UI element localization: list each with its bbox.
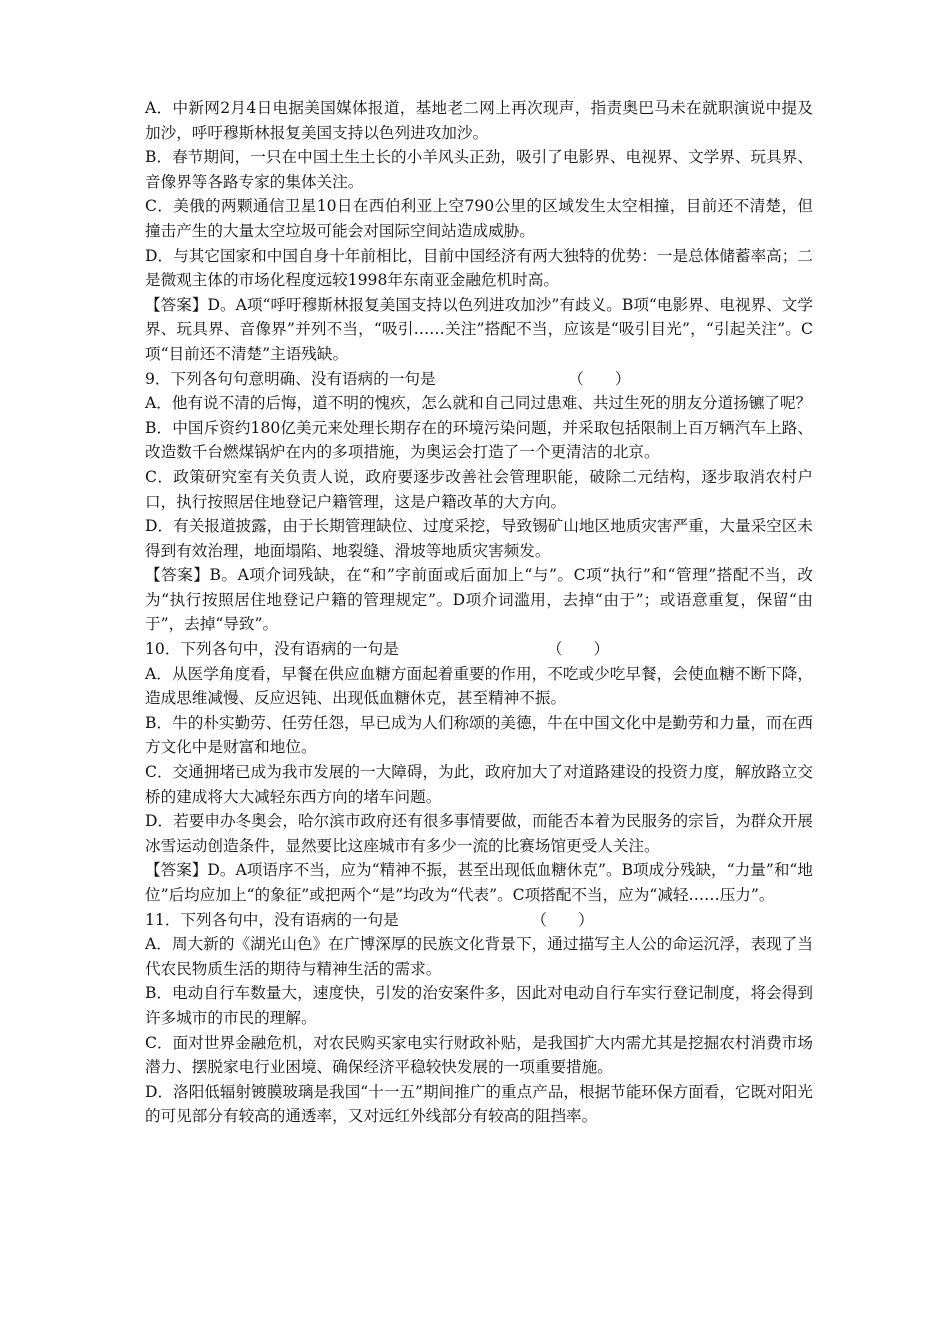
answer-q10: 【答案】D。A项语序不当，应为“精神不振，甚至出现低血糖休克”。B项成分残缺，“力量”和“地位”后均应加上“的象征”或把两个“是”均改为“代表”。C项搭配不当，应为“减轻……压力”。 bbox=[145, 861, 813, 904]
option-d-q9: D．有关报道披露，由于长期管理缺位、过度采挖，导致锡矿山地区地质灾害严重，大量采空区未得到有效治理，地面塌陷、地裂缝、滑坡等地质灾害频发。 bbox=[145, 517, 813, 560]
option-b-q10: B．牛的朴实勤劳、任劳任怨，早已成为人们称颂的美德，牛在中国文化中是勤劳和力量，而在西方文化中是财富和地位。 bbox=[145, 713, 813, 757]
question-11: 11．下列各句中，没有语病的一句是 （ ） bbox=[145, 910, 594, 929]
question-10: 10．下列各句中，没有语病的一句是 （ ） bbox=[145, 640, 610, 659]
option-a-q9: A．他有说不清的后悔，道不明的愧疚，怎么就和自己同过患难、共过生死的朋友分道扬镳了呢？ bbox=[145, 394, 812, 413]
option-b-q9: B．中国斥资约180亿美元来处理长期存在的环境污染问题，并采取包括限制上百万辆汽车上路、改造数千台燃煤锅炉在内的多项措施，为奥运会打造了一个更清洁的北京。 bbox=[145, 418, 813, 462]
option-d-q10: D．若要申办冬奥会，哈尔滨市政府还有很多事情要做，而能否本着为民服务的宗旨，为群众开展冰雪运动创造条件，显然要比这座城市有多少一流的比赛场馆更受人关注。 bbox=[145, 812, 813, 855]
option-d-q8: D．与其它国家和中国自身十年前相比，目前中国经济有两大独特的优势：一是总体储蓄率高；二是微观主体的市场化程度远较1998年东南亚金融危机时高。 bbox=[145, 246, 813, 290]
answer-q8: 【答案】D。A项“呼吁穆斯林报复美国支持以色列进攻加沙”有歧义。B项“电影界、电视界、文学界、玩具界、音像界”并列不当，“吸引……关注”搭配不当，应该是“吸引目光”，“引起关注”。C项“目前还不清楚”主语残缺。 bbox=[145, 295, 813, 363]
option-c-q8: C．美俄的两颗通信卫星10日在西伯利亚上空790公里的区域发生太空相撞，目前还不清楚，但撞击产生的大量太空垃圾可能会对国际空间站造成威胁。 bbox=[145, 197, 813, 240]
option-b-q8: B．春节期间，一只在中国土生土长的小羊风头正劲，吸引了电影界、电视界、文学界、玩具界、音像界等各路专家的集体关注。 bbox=[145, 148, 813, 191]
option-b-q11: B．电动自行车数量大，速度快，引发的治安案件多，因此对电动自行车实行登记制度，将会得到许多城市的市民的理解。 bbox=[145, 984, 813, 1027]
option-c-q10: C．交通拥堵已成为我市发展的一大障碍，为此，政府加大了对道路建设的投资力度，解放路立交桥的建成将大大减轻东西方向的堵车问题。 bbox=[145, 763, 813, 806]
option-a-q8: A．中新网2月4日电据美国媒体报道，基地老二网上再次现声，指责奥巴马未在就职演说中提及加沙，呼吁穆斯林报复美国支持以色列进攻加沙。 bbox=[145, 99, 813, 142]
option-a-q11: A．周大新的《湖光山色》在广博深厚的民族文化背景下，通过描写主人公的命运沉浮，表现了当代农民物质生活的期待与精神生活的需求。 bbox=[145, 935, 813, 978]
option-c-q11: C．面对世界金融危机，对农民购买家电实行财政补贴，是我国扩大内需尤其是挖掘农村消费市场潜力、摆脱家电行业困境、确保经济平稳较快发展的一项重要措施。 bbox=[145, 1033, 813, 1077]
document-body bbox=[145, 96, 813, 1129]
question-9: 9．下列各句句意明确、没有语病的一句是 （ ） bbox=[145, 369, 631, 388]
answer-q9: 【答案】B。A项介词残缺，在“和”字前面或后面加上“与”。C项“执行”和“管理”搭配不当，改为“执行按照居住地登记户籍的管理规定”。D项介词滥用，去掉“由于”；或语意重复，保留“由于”，去掉“导致”。 bbox=[145, 566, 813, 634]
option-a-q10: A．从医学角度看，早餐在供应血糖方面起着重要的作用，不吃或少吃早餐，会使血糖不断下降，造成思维减慢、反应迟钝、出现低血糖休克，甚至精神不振。 bbox=[145, 664, 813, 708]
option-d-q11: D．洛阳低辐射镀膜玻璃是我国“十一五”期间推广的重点产品，根据节能环保方面看，它既对阳光的可见部分有较高的通透率，又对远红外线部分有较高的阻挡率。 bbox=[145, 1082, 813, 1126]
option-c-q9: C．政策研究室有关负责人说，政府要逐步改善社会管理职能，破除二元结构，逐步取消农村户口，执行按照居住地登记户籍管理，这是户籍改革的大方向。 bbox=[145, 467, 813, 511]
